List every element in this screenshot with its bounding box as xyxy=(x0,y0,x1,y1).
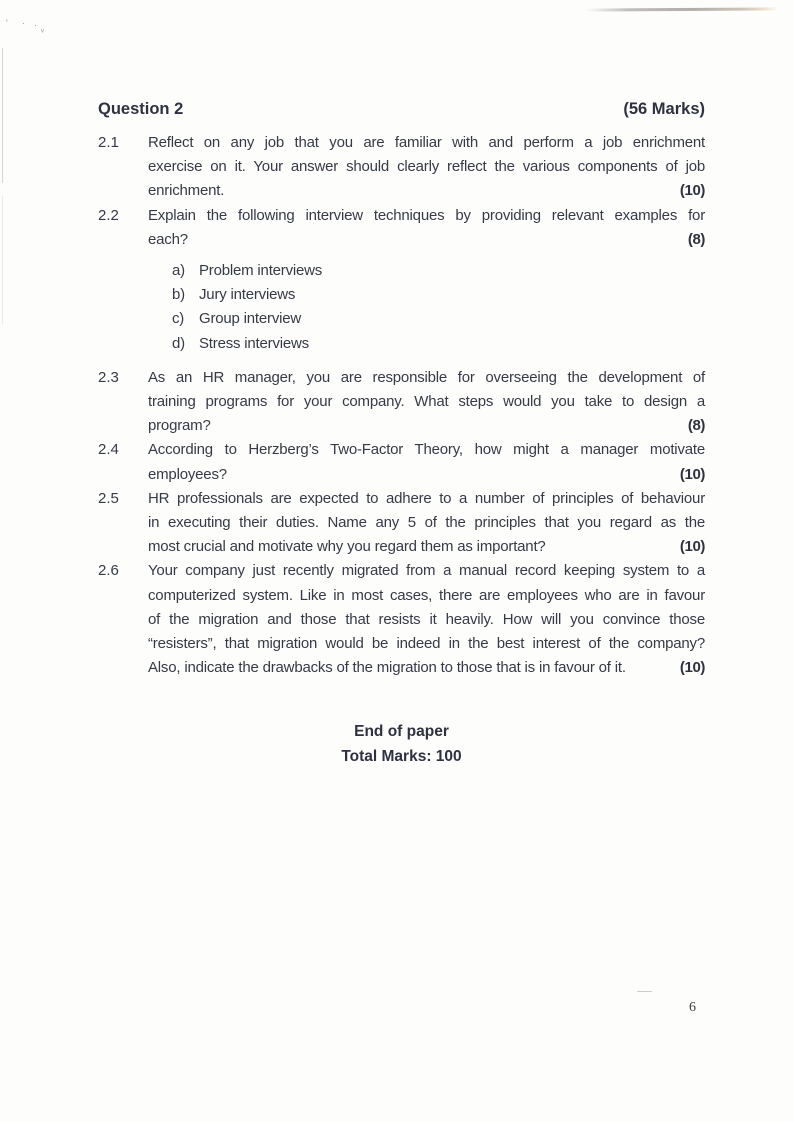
list-item xyxy=(172,259,705,283)
list-item-text: Problem interviews xyxy=(199,262,323,280)
list-item-letter: d) xyxy=(172,334,185,352)
question-number: 2.6 xyxy=(98,562,119,580)
question-item xyxy=(98,131,705,204)
question-text-line: enrichment. (10) xyxy=(148,179,705,203)
marks-badge: (8) xyxy=(687,417,705,435)
question-text xyxy=(148,131,705,204)
scan-artifact-edge-line xyxy=(2,48,3,183)
question-item xyxy=(98,438,705,486)
page-number: 6 xyxy=(689,1000,696,1015)
list-item xyxy=(172,283,705,307)
document-footer xyxy=(98,720,705,768)
question-text xyxy=(148,487,705,560)
marks-badge: (10) xyxy=(679,659,705,677)
question-text-line: Reflect on any job that you are familiar with and perform a job enrichment xyxy=(148,134,705,151)
question-text-line: HR professionals are expected to adhere to a number of principles of behaviour xyxy=(148,489,705,507)
question-list xyxy=(98,131,705,680)
question-text-line: training programs for your company. What steps would you take to design a xyxy=(148,393,705,411)
list-item-letter: a) xyxy=(172,262,185,280)
scan-artifact-mark: · xyxy=(22,18,25,28)
question-text-line: As an HR manager, you are responsible for overseeing the development of xyxy=(148,368,705,386)
document-content xyxy=(98,100,705,769)
question-item xyxy=(98,366,705,439)
list-item-letter: c) xyxy=(172,310,185,328)
question-text-line: Your company just recently migrated from a manual record keeping system to a xyxy=(148,562,705,580)
question-total-marks: (56 Marks) xyxy=(623,100,705,118)
question-text xyxy=(148,366,705,439)
question-number: 2.5 xyxy=(98,489,119,507)
question-text-line: most crucial and motivate why you regard them as important? (10) xyxy=(148,535,705,559)
question-text xyxy=(148,204,705,366)
question-item xyxy=(98,559,705,680)
end-of-paper-text: End of paper xyxy=(354,723,449,741)
question-text-line: each? (8) xyxy=(148,228,705,252)
scan-artifact-edge-line xyxy=(2,196,3,324)
question-text-line: exercise on it. Your answer should clearly reflect the various components of job xyxy=(148,158,705,176)
list-item-letter: b) xyxy=(172,286,185,304)
list-item xyxy=(172,332,705,356)
question-text-line: program? (8) xyxy=(148,414,705,438)
list-item-text: Jury interviews xyxy=(199,286,296,304)
scan-artifact-mark: ᵥ xyxy=(41,24,44,34)
question-title: Question 2 xyxy=(98,100,184,118)
marks-badge: (10) xyxy=(679,182,705,200)
scan-artifact-dash xyxy=(637,991,652,992)
list-item xyxy=(172,307,705,331)
scan-artifact-mark: ' xyxy=(6,18,8,28)
marks-badge: (10) xyxy=(679,465,705,483)
list-item-text: Stress interviews xyxy=(199,334,309,352)
question-number: 2.4 xyxy=(98,441,119,459)
question-text-line: in executing their duties. Name any 5 of the principles that you regard as the xyxy=(148,514,705,532)
question-number: 2.3 xyxy=(98,368,119,386)
question-text-line: Also, indicate the drawbacks of the migration to those that is in favour of it. (10) xyxy=(148,656,705,680)
question-number: 2.2 xyxy=(98,206,119,224)
question-item xyxy=(98,204,705,366)
marks-badge: (8) xyxy=(687,230,705,248)
question-text xyxy=(148,559,705,680)
list-item-text: Group interview xyxy=(199,310,302,328)
total-marks-text: Total Marks: 100 xyxy=(341,747,462,765)
question-text-line: employees? (10) xyxy=(148,463,705,487)
question-text-line: “resisters”, that migration would be indeed in the best interest of the company? xyxy=(148,635,705,653)
scan-artifact-mark: · xyxy=(34,20,37,30)
question-text-line: computerized system. Like in most cases, there are employees who are in favour xyxy=(148,586,705,604)
question-header xyxy=(98,100,705,119)
question-number: 2.1 xyxy=(98,134,119,151)
scan-artifact-line xyxy=(585,7,778,11)
question-item xyxy=(98,487,705,560)
question-text xyxy=(148,438,705,486)
marks-badge: (10) xyxy=(679,538,705,556)
interview-types-list xyxy=(148,259,705,356)
question-text-line: According to Herzberg’s Two-Factor Theory, how might a manager motivate xyxy=(148,441,705,459)
question-text-line: of the migration and those that resists it heavily. How will you convince those xyxy=(148,610,705,628)
question-text-line: Explain the following interview techniques by providing relevant examples for xyxy=(148,206,705,224)
